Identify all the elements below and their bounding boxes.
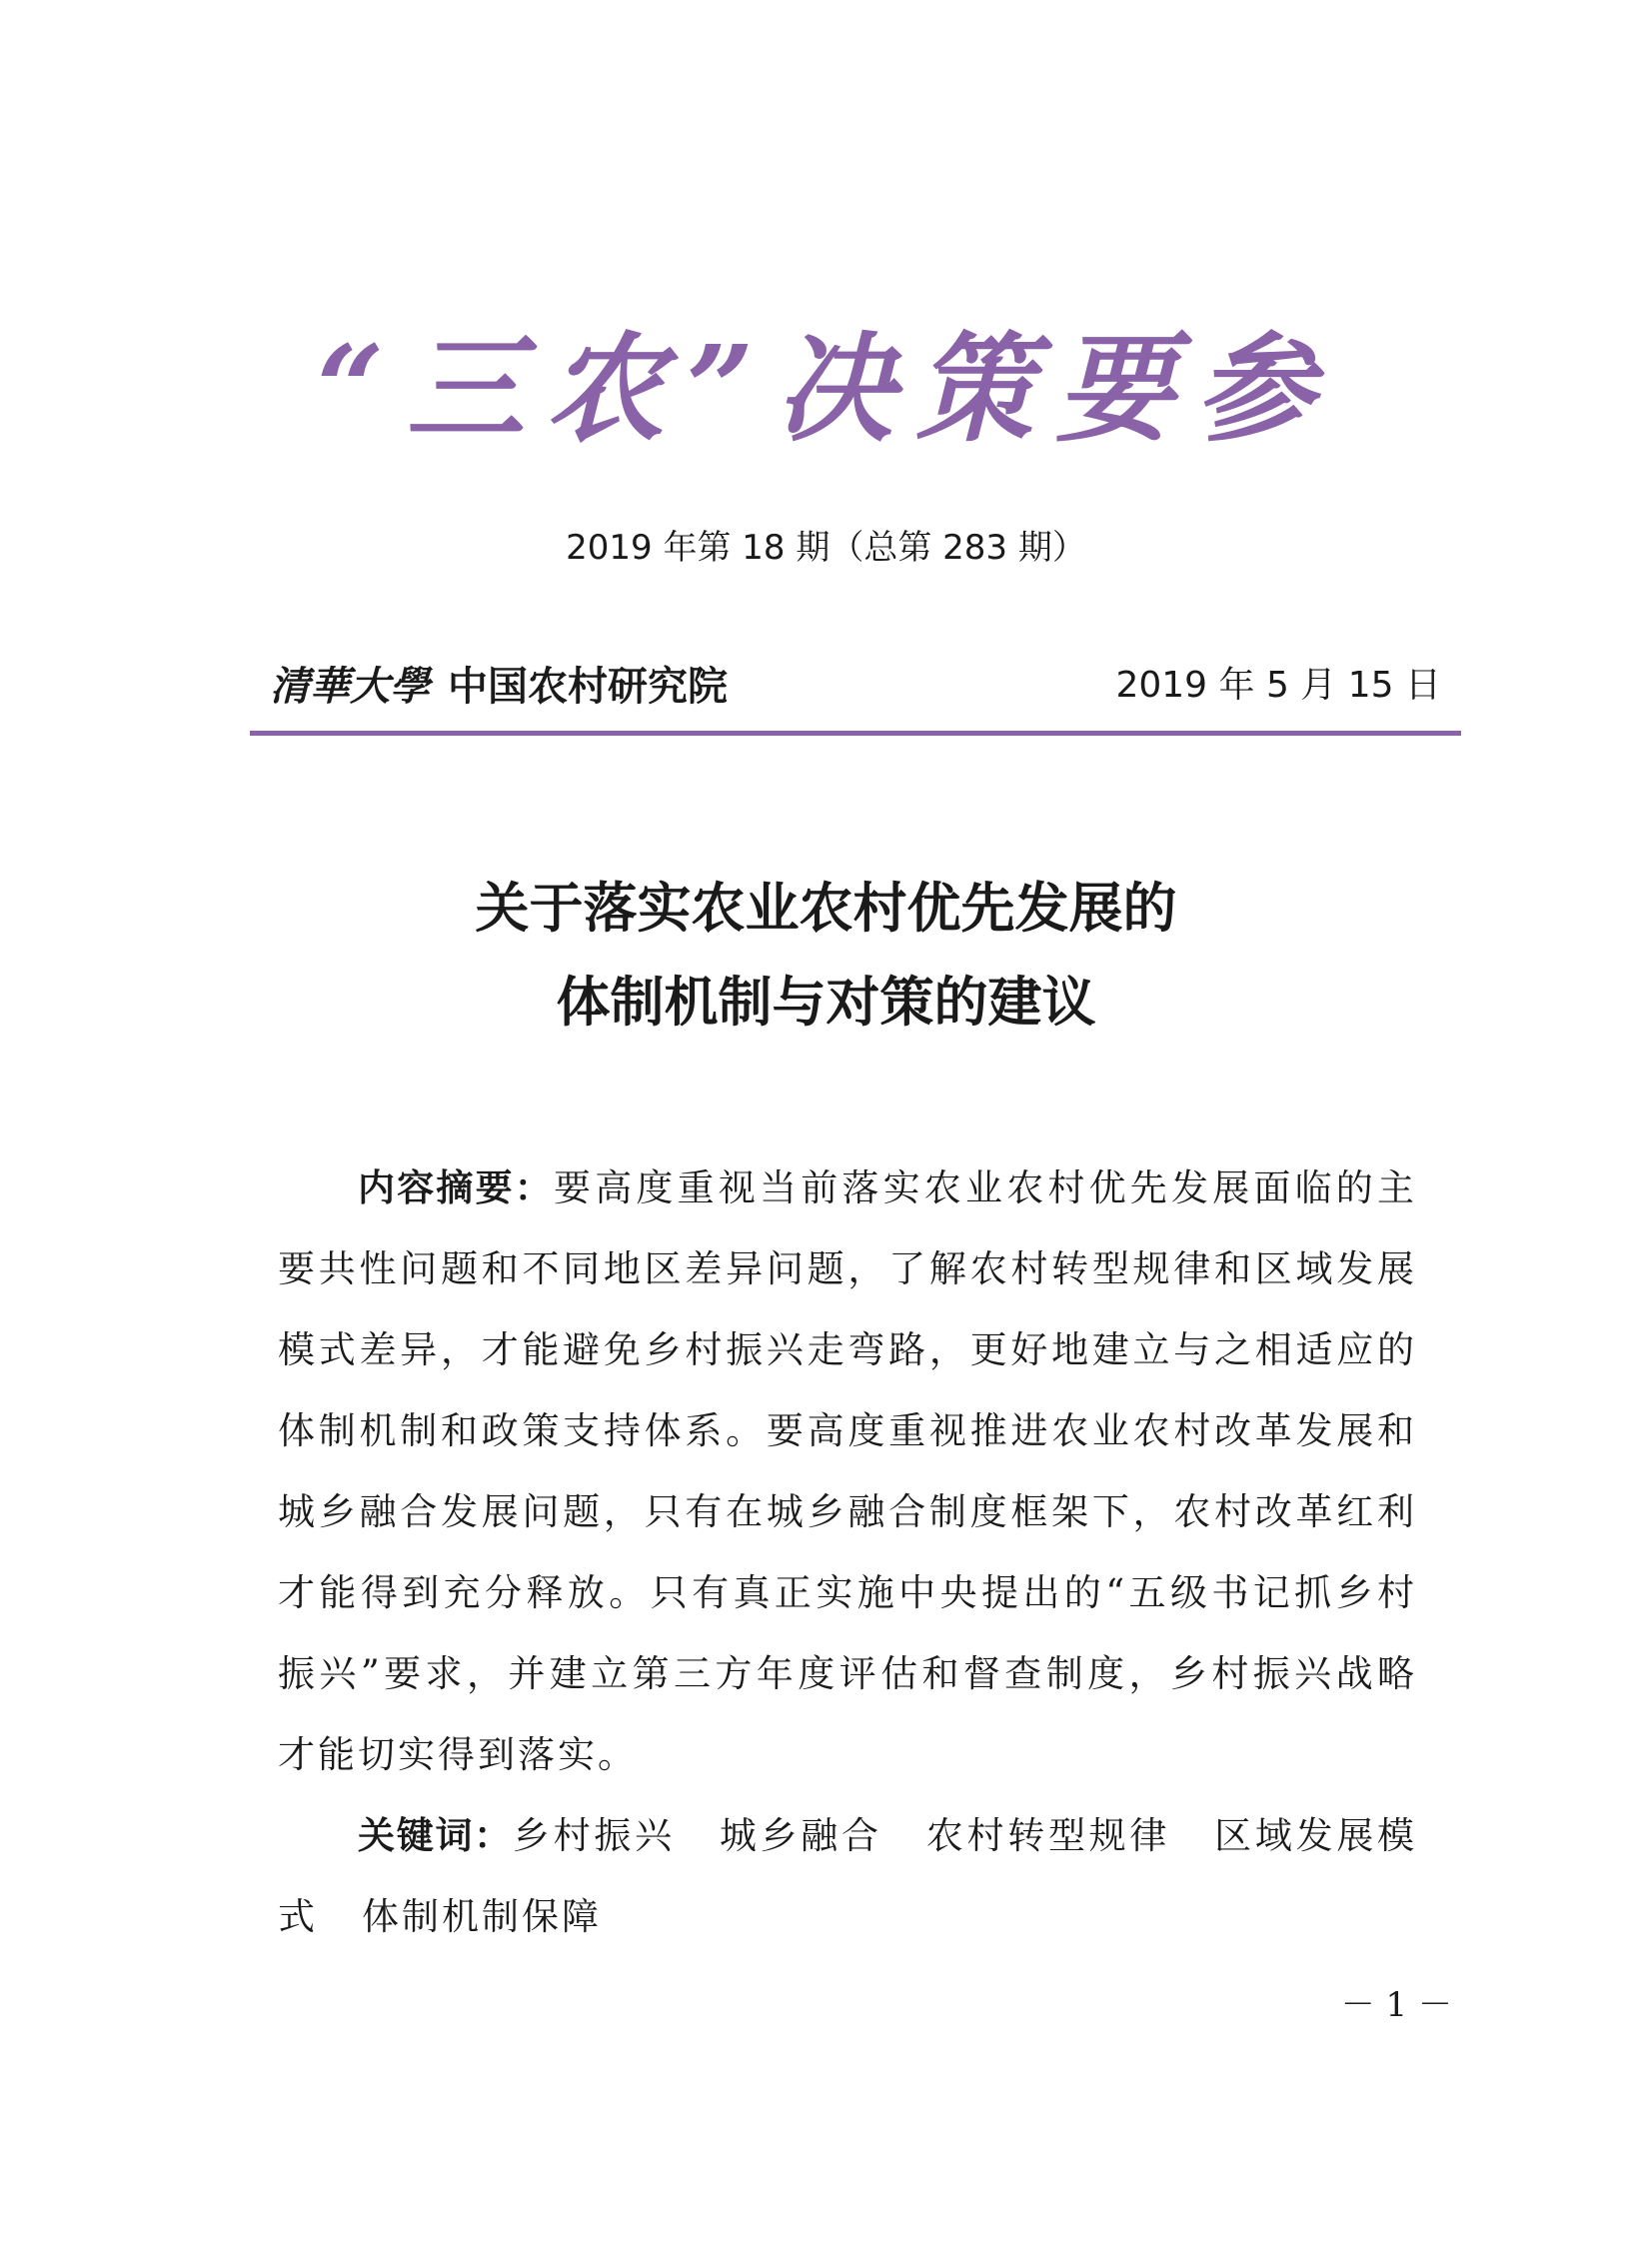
document-body [278, 1147, 1417, 1957]
title-line-1: 关于落实农业农村优先发展的 [475, 877, 1177, 940]
masthead-title: “三农”决策要参 [316, 319, 1336, 458]
keyword-item: 城乡融合 [719, 1814, 882, 1857]
title-line-2: 体制机制与对策的建议 [556, 971, 1096, 1034]
abstract-text: 要高度重视当前落实农业农村优先发展面临的主要共性问题和不同地区差异问题，了解农村转型规律和区域发展模式差异，才能避免乡村振兴走弯路，更好地建立与之相适应的体制机制和政策支持体系。要高度重视推进农业农村改革发展和城乡融合发展问题，只有在城乡融合制度框架下，农村改革红利才能得到充分释放。只有真正实施中央提出的“五级书记抓乡村振兴”要求，并建立第三方年度评估和督查制度，乡村振兴战略才能切实得到落实。 [278, 1166, 1417, 1776]
keyword-item: 乡村振兴 [512, 1814, 676, 1857]
publication-date: 2019 年 5 月 15 日 [1115, 665, 1441, 706]
abstract-label: 内容摘要： [358, 1166, 554, 1209]
keyword-item: 农村转型规律 [925, 1814, 1171, 1857]
document-title [0, 862, 1652, 1050]
issue-number: 2019 年第 18 期（总第 283 期） [566, 528, 1086, 568]
page-number: － 1 － [1340, 1985, 1452, 2025]
institute-name: 中国农村研究院 [448, 664, 728, 710]
keywords-paragraph [278, 1795, 1417, 1957]
publisher [270, 655, 728, 712]
keywords-label: 关键词： [358, 1814, 513, 1857]
university-logo-text: 清華大學 [270, 663, 430, 710]
keyword-item: 体制机制保障 [362, 1895, 602, 1938]
keyword-item: 区域发展模式 [278, 1814, 1418, 1938]
publisher-header [250, 655, 1461, 715]
abstract-paragraph [278, 1147, 1417, 1795]
header-divider [250, 731, 1461, 736]
